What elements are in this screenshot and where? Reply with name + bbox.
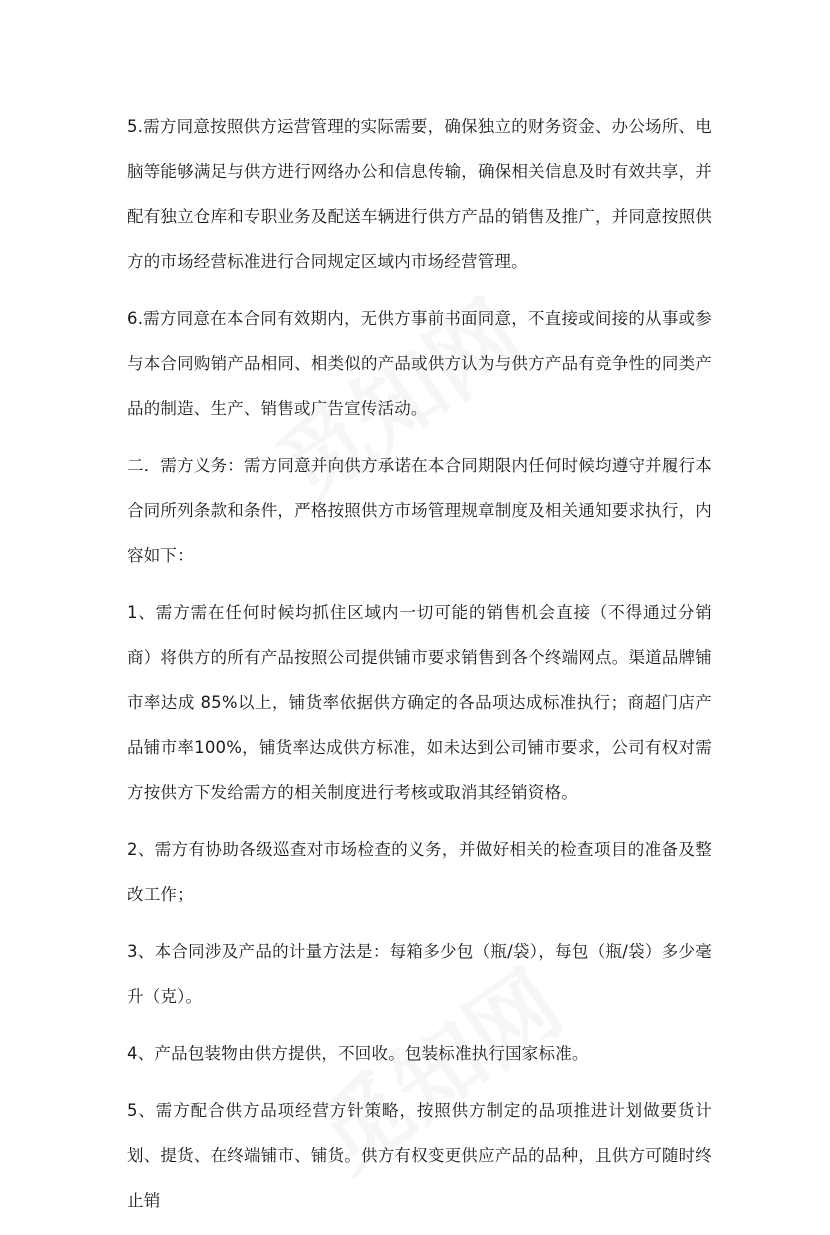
paragraph: 2、需方有协助各级巡查对市场检查的义务，并做好相关的检查项目的准备及整改工作； xyxy=(127,840,712,904)
document-body xyxy=(127,104,712,1235)
paragraph: 3、本合同涉及产品的计量方法是：每箱多少包（瓶/袋），每包（瓶/袋）多少毫升（克）。 xyxy=(127,942,712,1006)
paragraph: 二．需方义务：需方同意并向供方承诺在本合同期限内任何时候均遵守并履行本合同所列条款和条件，严格按照供方市场管理规章制度及相关通知要求执行，内容如下： xyxy=(127,456,712,565)
paragraph: 5、需方配合供方品项经营方针策略，按照供方制定的品项推进计划做要货计划、提货、在终端铺市、铺货。供方有权变更供应产品的品种，且供方可随时终止销 xyxy=(127,1101,712,1210)
paragraph: 6.需方同意在本合同有效期内，无供方事前书面同意，不直接或间接的从事或参与本合同购销产品相同、相类似的产品或供方认为与供方产品有竞争性的同类产品的制造、生产、销售或广告宣传活动。 xyxy=(127,309,712,418)
paragraph: 1、需方需在任何时候均抓住区域内一切可能的销售机会直接（不得通过分销商）将供方的所有产品按照公司提供铺市要求销售到各个终端网点。渠道品牌铺市率达成 85%以上，铺货率依据供方确定的各品项达成标准执行；商超门店产品铺市率100%，铺货率达成供方标准，如未达到公司铺市要求，公司有权对需方按供方下发给需方的相关制度进行考核或取消其经销资格。 xyxy=(127,603,712,802)
paragraph: 5.需方同意按照供方运营管理的实际需要，确保独立的财务资金、办公场所、电脑等能够满足与供方进行网络办公和信息传输，确保相关信息及时有效共享，并配有独立仓库和专职业务及配送车辆进行供方产品的销售及推广，并同意按照供方的市场经营标准进行合同规定区域内市场经营管理。 xyxy=(127,117,712,271)
paragraph: 4、产品包装物由供方提供，不回收。包装标准执行国家标准。 xyxy=(127,1044,589,1063)
